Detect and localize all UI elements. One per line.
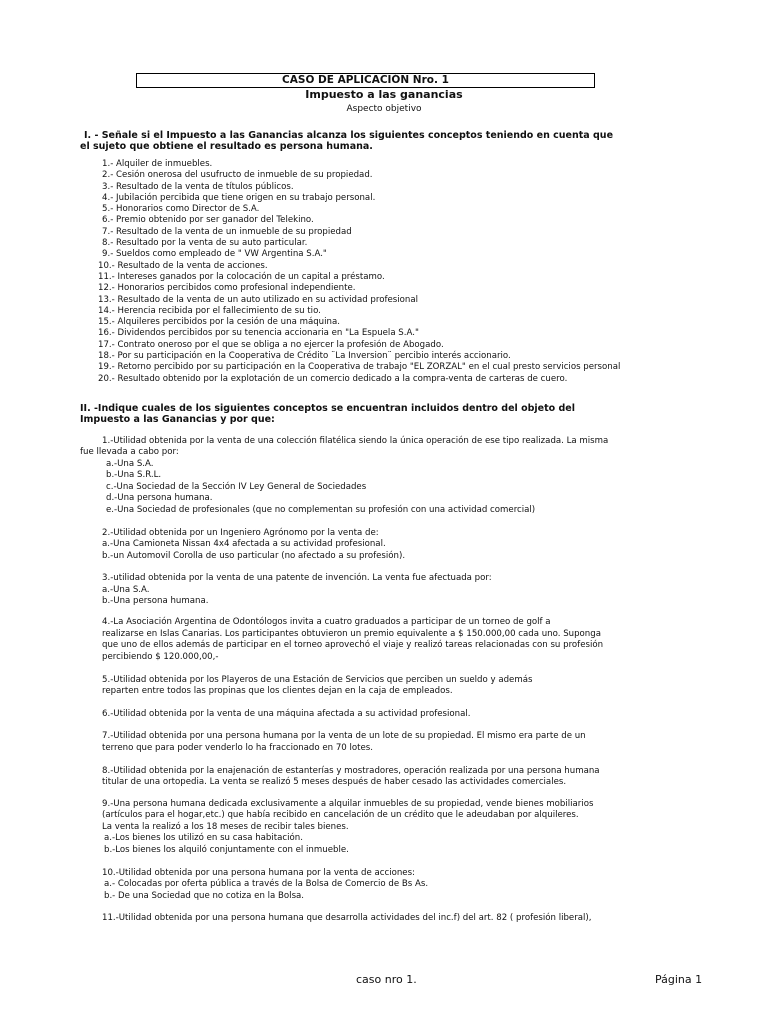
list-item: 4.- Jubilación percibida que tiene origen en su trabajo personal. <box>102 192 376 203</box>
list-item: 11.- Intereses ganados por la colocación de un capital a préstamo. <box>98 271 385 282</box>
list-item: 17.- Contrato oneroso por el que se obliga a no ejercer la profesión de Abogado. <box>98 339 444 350</box>
paragraph-line: b.-Una S.R.L. <box>106 470 162 480</box>
aspect-subtitle: Aspecto objetivo <box>346 104 422 114</box>
paragraph-line: c.-Una Sociedad de la Sección IV Ley General de Sociedades <box>106 482 367 492</box>
paragraph-line: b.- De una Sociedad que no cotiza en la Bolsa. <box>104 891 305 901</box>
paragraph-line: a.-Una S.A. <box>102 585 150 595</box>
paragraph-line: 11.-Utilidad obtenida por una persona humana que desarrolla actividades del inc.f) del art. 82 ( profesión liberal), <box>102 913 592 923</box>
list-item: 20.- Resultado obtenido por la explotación de un comercio dedicado a la compra-venta de carteras de cuero. <box>98 373 568 384</box>
paragraph-line: titular de una ortopedia. La venta se realizó 5 meses después de haber cesado las actividades comerciales. <box>102 777 567 787</box>
section1-heading-line1: I. - Señale si el Impuesto a las Ganancias alcanza los siguientes conceptos teniendo en cuenta que <box>84 130 614 141</box>
paragraph-line: 3.-utilidad obtenida por la venta de una patente de invención. La venta fue afectuada por: <box>102 573 492 583</box>
paragraph-line: 2.-Utilidad obtenida por un Ingeniero Agrónomo por la venta de: <box>102 528 379 538</box>
list-item: 19.- Retorno percibido por su participación en la Cooperativa de trabajo "EL ZORZAL" en el cual presto servicios personal <box>98 362 621 373</box>
paragraph-line: a.-Una Camioneta Nissan 4x4 afectada a su actividad profesional. <box>102 539 386 549</box>
paragraph-line: terreno que para poder venderlo lo ha fraccionado en 70 lotes. <box>102 743 374 753</box>
list-item: 13.- Resultado de la venta de un auto utilizado en su actividad profesional <box>98 294 419 305</box>
paragraph-line: b.-Los bienes los alquiló conjuntamente con el inmueble. <box>104 845 349 855</box>
list-item: 8.- Resultado por la venta de su auto particular. <box>102 238 308 249</box>
list-item: 7.- Resultado de la venta de un inmueble de su propiedad <box>102 226 352 237</box>
paragraph-line: percibiendo $ 120.000,00,- <box>102 652 219 662</box>
paragraph-line: (artículos para el hogar,etc.) que había recibido en cancelación de un crédito que le adeudaban por alquileres. <box>102 810 579 820</box>
paragraph-line: realizarse en Islas Canarias. Los participantes obtuvieron un premio equivalente a $ 150.000,00 cada uno. Suponga <box>102 629 601 639</box>
list-item: 5.- Honorarios como Director de S.A. <box>102 204 260 215</box>
paragraph-line: La venta la realizó a los 18 meses de recibir tales bienes. <box>102 822 349 832</box>
section1-item-list <box>98 159 620 385</box>
paragraph-line: d.-Una persona humana. <box>106 493 213 503</box>
paragraph-line: 4.-La Asociación Argentina de Odontólogos invita a cuatro graduados a participar de un torneo de golf a <box>102 617 551 627</box>
list-item: 16.- Dividendos percibidos por su tenencia accionaria en "La Espuela S.A." <box>98 328 419 339</box>
paragraph-line: a.-Una S.A. <box>106 459 154 469</box>
list-item: 9.- Sueldos como empleado de " VW Argentina S.A." <box>102 249 327 260</box>
paragraph-line: a.- Colocadas por oferta pública a través de la Bolsa de Comercio de Bs As. <box>104 879 429 889</box>
paragraph-line: 9.-Una persona humana dedicada exclusivamente a alquilar inmuebles de su propiedad, vende bienes mobiliarios <box>102 799 594 809</box>
paragraph-line: 1.-Utilidad obtenida por la venta de una colección filatélica siendo la única operación de ese tipo realizada. La misma <box>102 436 609 446</box>
footer-doc-name: caso nro 1. <box>356 973 417 986</box>
paragraph-line: 10.-Utilidad obtenida por una persona humana por la venta de acciones: <box>102 868 415 878</box>
footer-page-number: Página 1 <box>655 973 703 986</box>
list-item: 12.- Honorarios percibidos como profesional independiente. <box>98 283 356 294</box>
case-title: CASO DE APLICACIÓN Nro. 1 <box>136 73 595 88</box>
paragraph-line: 7.-Utilidad obtenida por una persona humana por la venta de un lote de su propiedad. El mismo era parte de un <box>102 731 586 741</box>
list-item: 10.- Resultado de la venta de acciones. <box>98 260 268 271</box>
list-item: 3.- Resultado de la venta de títulos públicos. <box>102 181 294 192</box>
list-item: 1.- Alquiler de inmuebles. <box>102 159 213 169</box>
paragraph-line: fue llevada a cabo por: <box>80 447 179 457</box>
topic-title: Impuesto a las ganancias <box>305 88 463 101</box>
section2-heading-line2: Impuesto a las Ganancias y por que: <box>80 414 275 425</box>
paragraph-line: que uno de ellos además de participar en el torneo aprovechó el viaje y realizó tareas relacionadas con su profesión <box>102 640 604 650</box>
paragraph-line: 6.-Utilidad obtenida por la venta de una máquina afectada a su actividad profesional. <box>102 709 471 719</box>
paragraph-line: 8.-Utilidad obtenida por la enajenación de estanterías y mostradores, operación realizada por una persona humana <box>102 766 600 776</box>
list-item: 6.- Premio obtenido por ser ganador del Telekino. <box>102 215 314 226</box>
paragraph-line: b.-un Automovil Corolla de uso particular (no afectado a su profesión). <box>102 551 406 561</box>
section1-heading-line2: el sujeto que obtiene el resultado es persona humana. <box>80 141 373 152</box>
paragraph-line: reparten entre todos las propinas que los clientes dejan en la caja de empleados. <box>102 686 453 696</box>
paragraph-line: 5.-Utilidad obtenida por los Playeros de una Estación de Servicios que perciben un sueldo y además <box>102 675 533 685</box>
list-item: 14.- Herencia recibida por el fallecimiento de su tio. <box>98 305 321 316</box>
list-item: 15.- Alquileres percibidos por la cesión de una máquina. <box>98 317 340 328</box>
list-item: 18.- Por su participación en la Cooperativa de Crédito ¨La Inversion¨ percibio interés accionario. <box>98 351 511 362</box>
paragraph-line: e.-Una Sociedad de profesionales (que no complementan su profesión con una actividad comercial) <box>106 505 536 515</box>
list-item: 2.- Cesión onerosa del usufructo de inmueble de su propiedad. <box>102 170 373 181</box>
paragraph-line: a.-Los bienes los utilizó en su casa habitación. <box>104 833 303 843</box>
section2-heading-line1: II. -Indique cuales de los siguientes conceptos se encuentran incluidos dentro del objeto del <box>80 403 575 414</box>
paragraph-line: b.-Una persona humana. <box>102 596 209 606</box>
